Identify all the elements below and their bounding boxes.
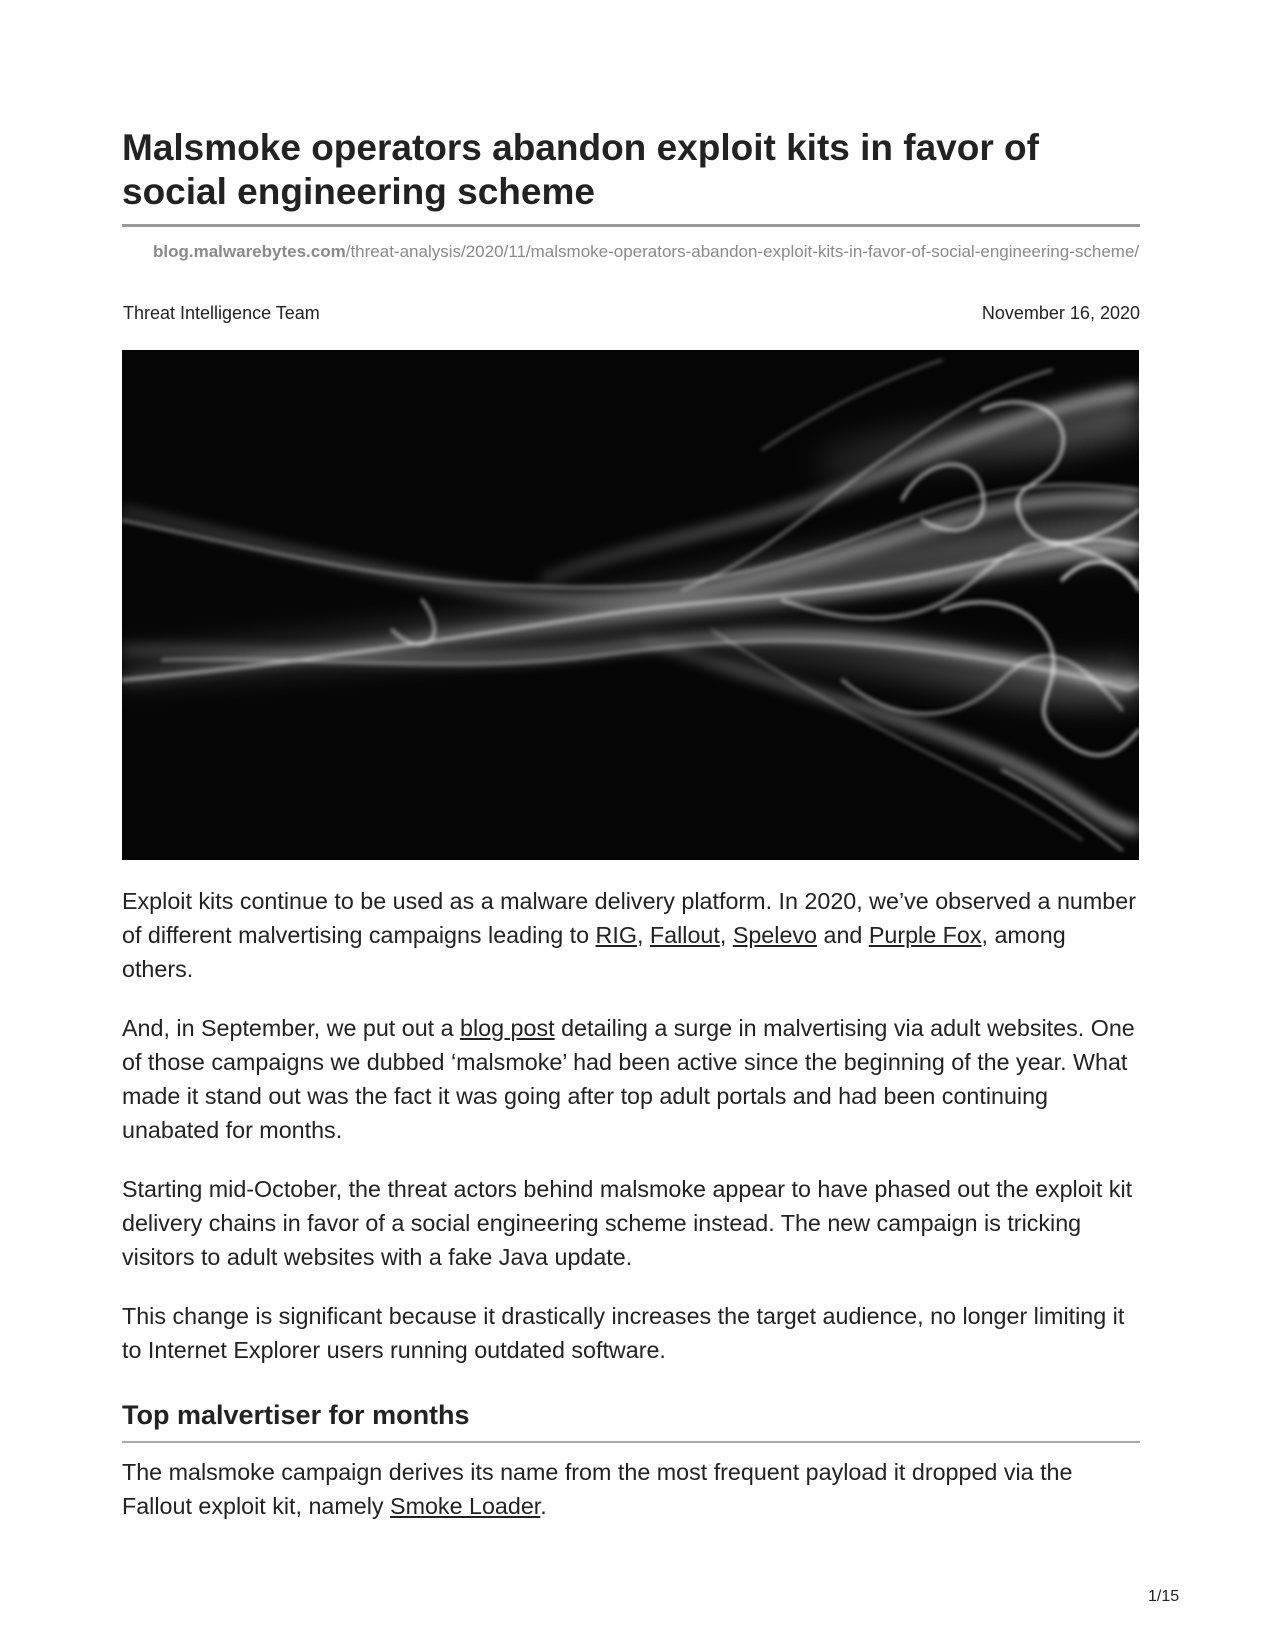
section-divider — [122, 1441, 1140, 1443]
paragraph-significance: This change is significant because it drastically increases the target audience, no longer limiting it to Internet Explorer users running outdated software. — [122, 1303, 1125, 1363]
smoke-image — [122, 350, 1139, 860]
page-number: 1/15 — [1148, 1588, 1180, 1605]
article-title: Malsmoke operators abandon exploit kits in favor of social engineering scheme — [122, 127, 1039, 212]
paragraph-text: . — [540, 1493, 547, 1519]
paragraph-september — [122, 1011, 1140, 1147]
paragraph-text: and — [817, 922, 869, 948]
source-path: /threat-analysis/2020/11/malsmoke-operators-abandon-exploit-kits-in-favor-of-social-engineering-scheme/ — [345, 242, 1140, 261]
link-blog-post[interactable]: blog post — [460, 1015, 555, 1041]
paragraph-text: And, in September, we put out a — [122, 1015, 461, 1041]
paragraph-mid-october: Starting mid-October, the threat actors behind malsmoke appear to have phased out the exploit kit delivery chains in favor of a social engineering scheme instead. The new campaign is tricking visitors to adult websites with a fake Java update. — [122, 1176, 1133, 1270]
paragraph-intro — [122, 884, 1140, 986]
paragraph-text: The malsmoke campaign derives its name from the most frequent payload it dropped via the Fallout exploit kit, namely — [122, 1459, 1073, 1519]
byline — [122, 301, 1140, 325]
source-url — [122, 239, 1140, 264]
link-fallout[interactable]: Fallout — [649, 922, 720, 948]
paragraph-text: detailing a surge in malvertising via adult websites. One of those campaigns we dubbed ‘malsmoke’ had been active since the beginning of the year. What made it stand out was the fact it was going after top adult portals and had been continuing unabated for months. — [122, 1015, 1135, 1143]
link-smoke-loader[interactable]: Smoke Loader — [390, 1493, 541, 1519]
paragraph-text: , — [636, 922, 650, 948]
hero-smoke-image — [122, 350, 1139, 860]
title-divider — [122, 224, 1140, 227]
article-date: November 16, 2020 — [981, 303, 1140, 323]
paragraph-campaign-name — [122, 1455, 1140, 1523]
link-rig[interactable]: RIG — [595, 922, 637, 948]
article-author: Threat Intelligence Team — [123, 303, 320, 323]
paragraph-text: , — [719, 922, 733, 948]
source-domain: blog.malwarebytes.com — [153, 242, 346, 261]
paragraph-text: Exploit kits continue to be used as a malware delivery platform. In 2020, we’ve observed a number of different malvertising campaigns leading to — [122, 888, 1136, 948]
section-heading: Top malvertiser for months — [122, 1400, 470, 1430]
link-spelevo[interactable]: Spelevo — [732, 922, 818, 948]
paragraph-text: , among others. — [122, 922, 1066, 982]
link-purple-fox[interactable]: Purple Fox — [868, 922, 982, 948]
